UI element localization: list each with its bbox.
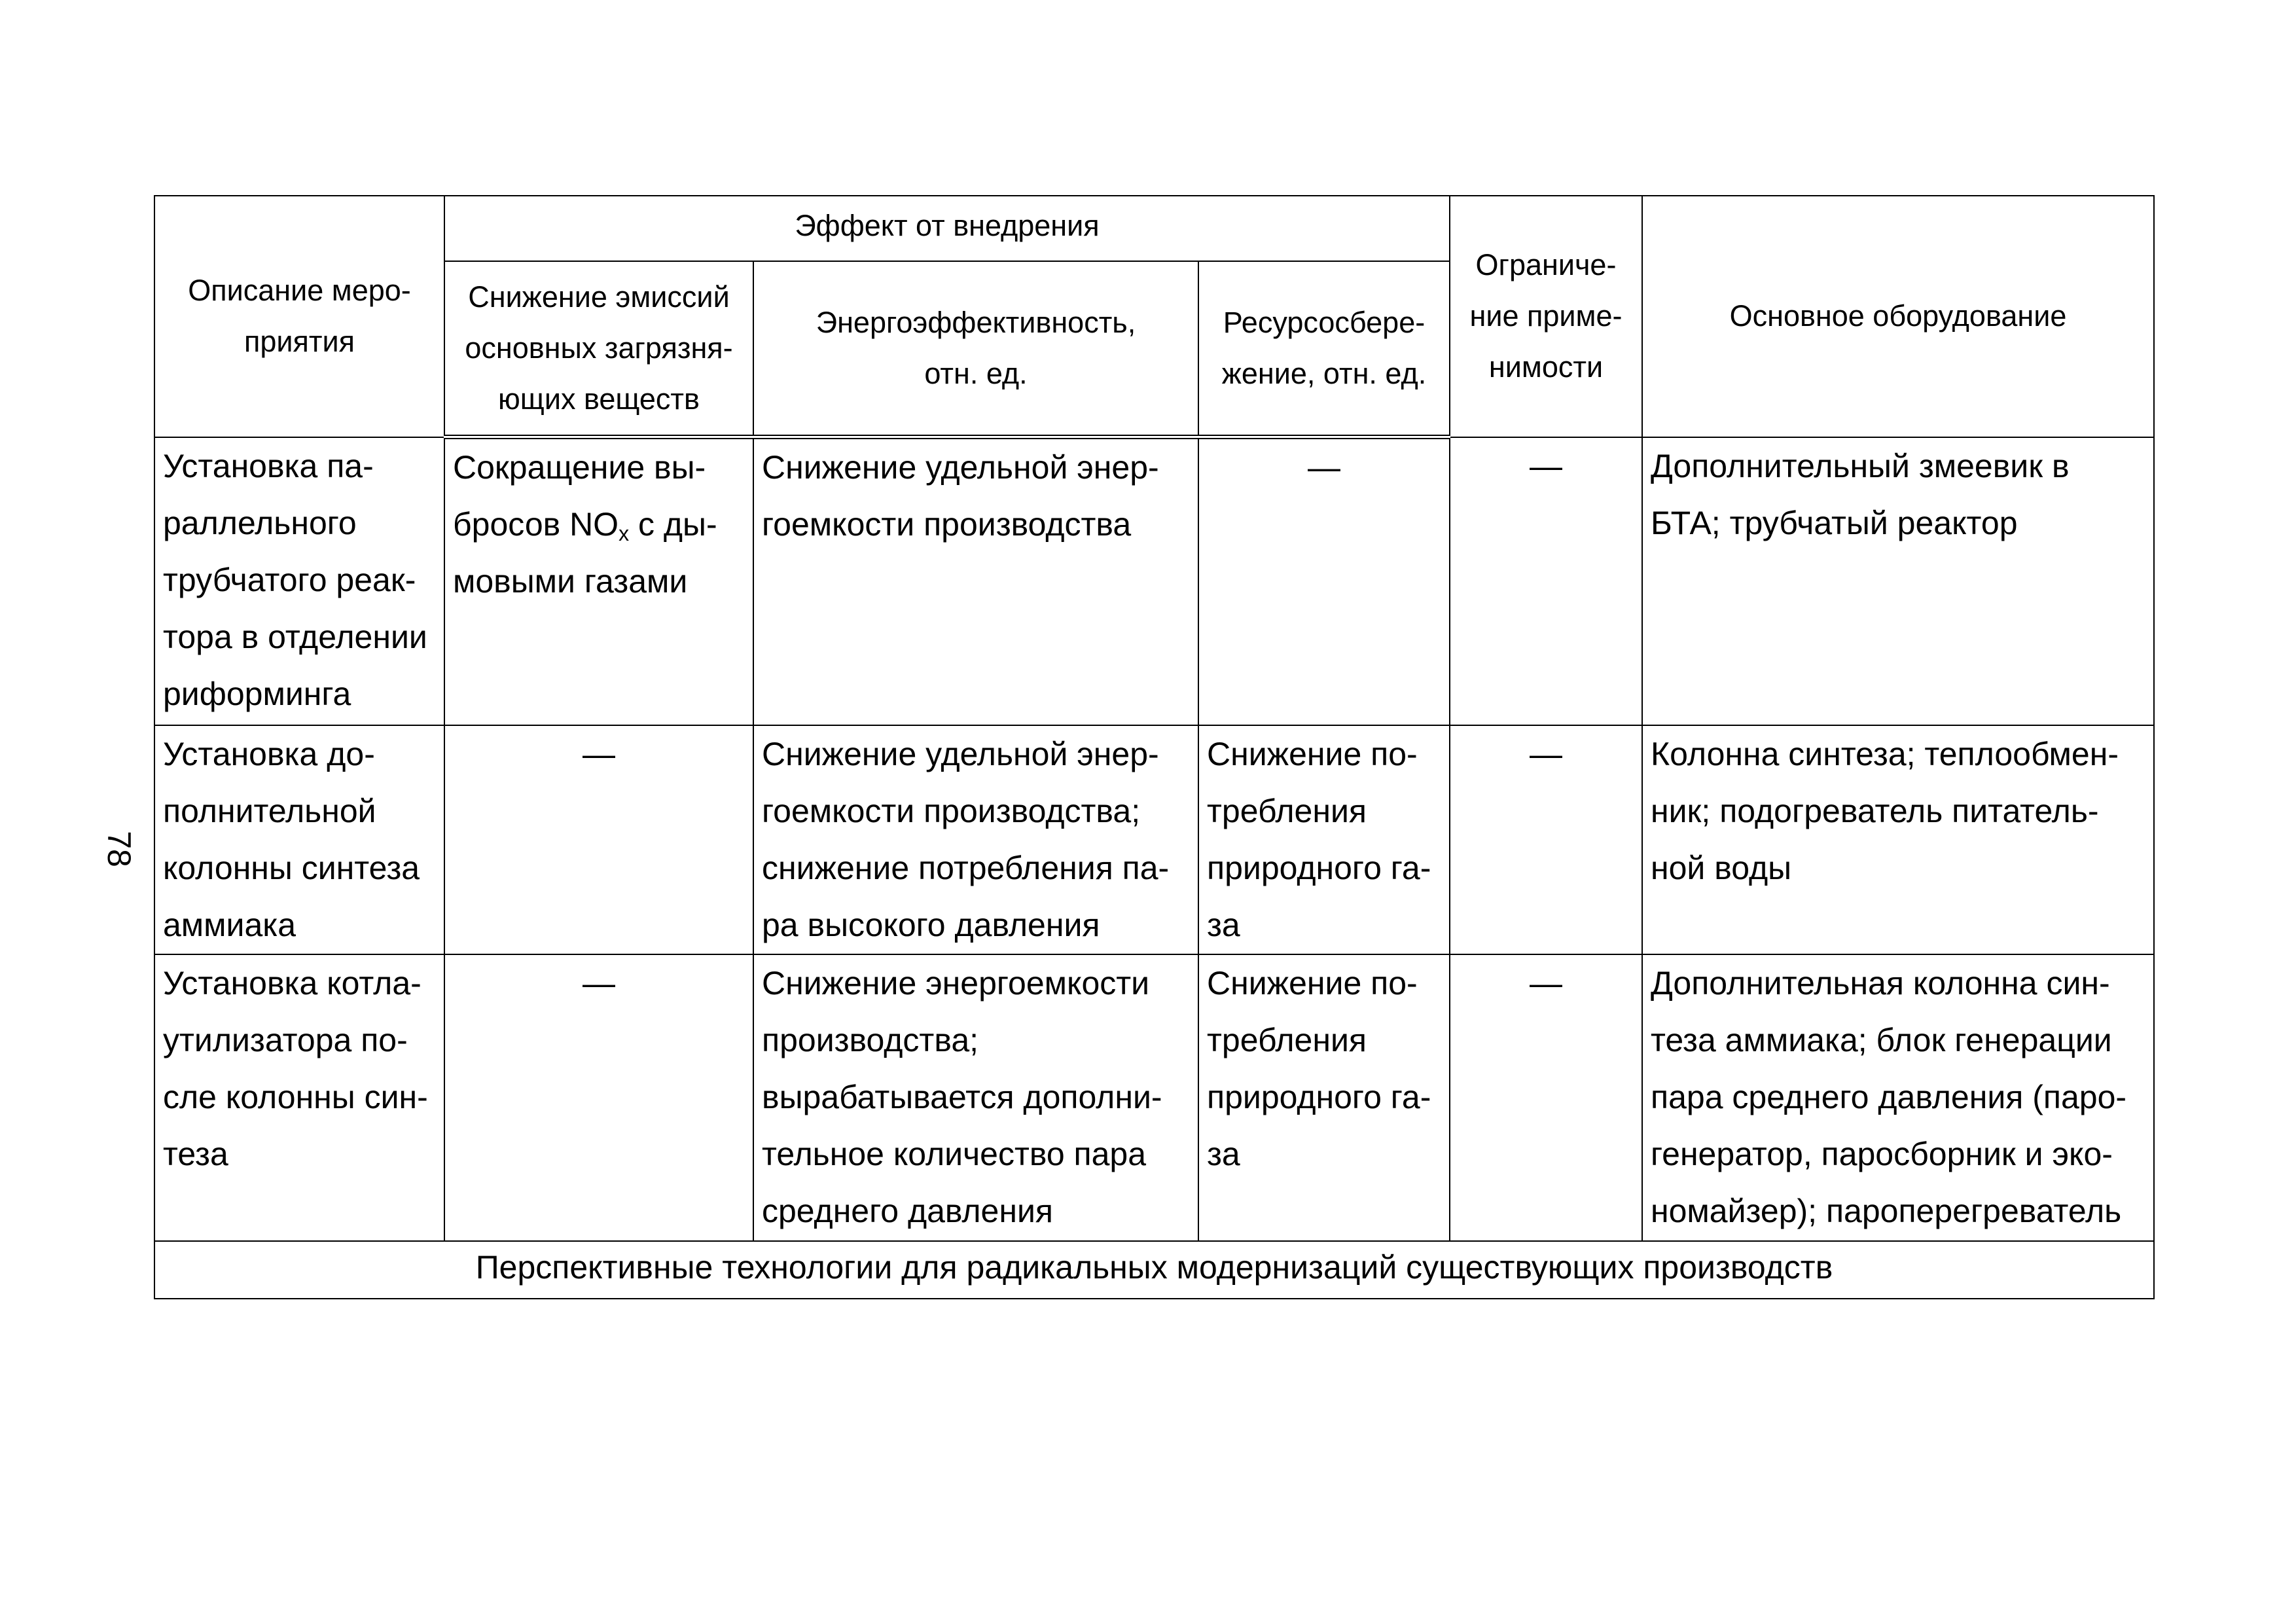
cell-line: природного га- [1207, 1079, 1431, 1115]
header-effect-group: Эффект от внедрения [444, 196, 1450, 261]
cell-emissions [444, 437, 753, 726]
cell-description [154, 725, 444, 954]
cell-energy [753, 725, 1198, 954]
cell-line: снижение потребления па- [762, 850, 1170, 886]
cell-line: Снижение удельной энер- [762, 449, 1159, 486]
cell-line: БТА; трубчатый реактор [1651, 504, 2018, 541]
cell-line: мовыми газами [453, 563, 688, 600]
cell-resources [1198, 954, 1450, 1241]
header-resources-line: Ресурсосбере- [1223, 306, 1426, 339]
cell-resources [1198, 725, 1450, 954]
cell-line: тора в отделении [163, 618, 427, 655]
measures-table [154, 195, 2155, 1299]
header-equipment: Основное оборудование [1642, 196, 2154, 437]
cell-line: пара среднего давления (паро- [1651, 1079, 2127, 1115]
table-section-row [154, 1241, 2154, 1299]
header-emissions-line: основных загрязня- [465, 331, 733, 365]
header-description-line: Описание меро- [188, 274, 411, 308]
cell-line: полнительной [163, 793, 376, 829]
cell-emissions: — [444, 954, 753, 1241]
cell-line: вырабатывается дополни- [762, 1079, 1162, 1115]
cell-energy [753, 437, 1198, 726]
cell-text: с ды- [629, 506, 717, 543]
section-title: Перспективные технологии для радикальных модернизаций существующих производств [154, 1241, 2154, 1299]
cell-line: Снижение по- [1207, 736, 1418, 772]
header-emissions-line: ющих веществ [498, 382, 700, 416]
cell-description [154, 437, 444, 726]
cell-line: Колонна синтеза; теплообмен- [1651, 736, 2119, 772]
cell-line: аммиака [163, 907, 296, 943]
header-emissions-line: Снижение эмиссий [468, 280, 730, 314]
cell-line: за [1207, 1136, 1240, 1172]
cell-line: теза аммиака; блок генерации [1651, 1022, 2112, 1058]
cell-equipment [1642, 954, 2154, 1241]
cell-resources: — [1198, 437, 1450, 726]
table-row [154, 954, 2154, 1241]
header-energy-line: отн. ед. [924, 357, 1028, 390]
cell-line: требления [1207, 793, 1367, 829]
cell-line: Снижение по- [1207, 965, 1418, 1001]
cell-line: Сокращение вы- [453, 449, 706, 486]
cell-line: раллельного [163, 504, 357, 541]
cell-line: производства; [762, 1022, 979, 1058]
cell-limits: — [1450, 437, 1642, 726]
cell-line: требления [1207, 1022, 1367, 1058]
header-description [154, 196, 444, 437]
cell-line: Снижение энергоемкости [762, 965, 1150, 1001]
cell-line: номайзер); пароперегреватель [1651, 1193, 2122, 1229]
header-energy-line: Энергоэффективность, [816, 306, 1136, 339]
cell-line: ник; подогреватель питатель- [1651, 793, 2099, 829]
nox-text: бросов NO [453, 506, 619, 543]
cell-line: риформинга [163, 675, 351, 712]
cell-line: ра высокого давления [762, 907, 1100, 943]
header-limits-line: нимости [1488, 350, 1604, 384]
cell-line: ной воды [1651, 850, 1792, 886]
cell-line: Дополнительная колонна син- [1651, 965, 2110, 1001]
cell-line: гоемкости производства; [762, 793, 1141, 829]
table-row [154, 725, 2154, 954]
header-limits-line: ние приме- [1469, 299, 1623, 333]
cell-line: сле колонны син- [163, 1079, 428, 1115]
cell-line: утилизатора по- [163, 1022, 408, 1058]
cell-line: гоемкости производства [762, 506, 1132, 543]
cell-equipment [1642, 725, 2154, 954]
cell-line: тельное количество пара [762, 1136, 1147, 1172]
header-limits-line: Ограниче- [1475, 248, 1617, 282]
cell-line: Установка котла- [163, 965, 422, 1001]
cell-description [154, 954, 444, 1241]
cell-line: генератор, паросборник и эко- [1651, 1136, 2113, 1172]
page-number: 78 [101, 831, 137, 867]
cell-line: Дополнительный змеевик в [1651, 447, 2070, 484]
cell-line: Снижение удельной энер- [762, 736, 1159, 772]
cell-limits: — [1450, 954, 1642, 1241]
cell-line: колонны синтеза [163, 850, 420, 886]
header-resources-line: жение, отн. ед. [1221, 357, 1427, 390]
header-limits [1450, 196, 1642, 437]
cell-energy [753, 954, 1198, 1241]
nox-subscript: x [619, 522, 630, 545]
cell-line: природного га- [1207, 850, 1431, 886]
cell-line: Установка па- [163, 447, 374, 484]
header-emissions [444, 261, 753, 437]
header-resources [1198, 261, 1450, 437]
cell-line: среднего давления [762, 1193, 1053, 1229]
cell-equipment [1642, 437, 2154, 726]
header-description-line: приятия [243, 325, 355, 359]
cell-limits: — [1450, 725, 1642, 954]
cell-line: трубчатого реак- [163, 561, 416, 598]
cell-line [453, 496, 745, 553]
cell-line: теза [163, 1136, 228, 1172]
cell-emissions: — [444, 725, 753, 954]
cell-line: за [1207, 907, 1240, 943]
cell-line: Установка до- [163, 736, 375, 772]
table-row [154, 437, 2154, 726]
header-energy [753, 261, 1198, 437]
